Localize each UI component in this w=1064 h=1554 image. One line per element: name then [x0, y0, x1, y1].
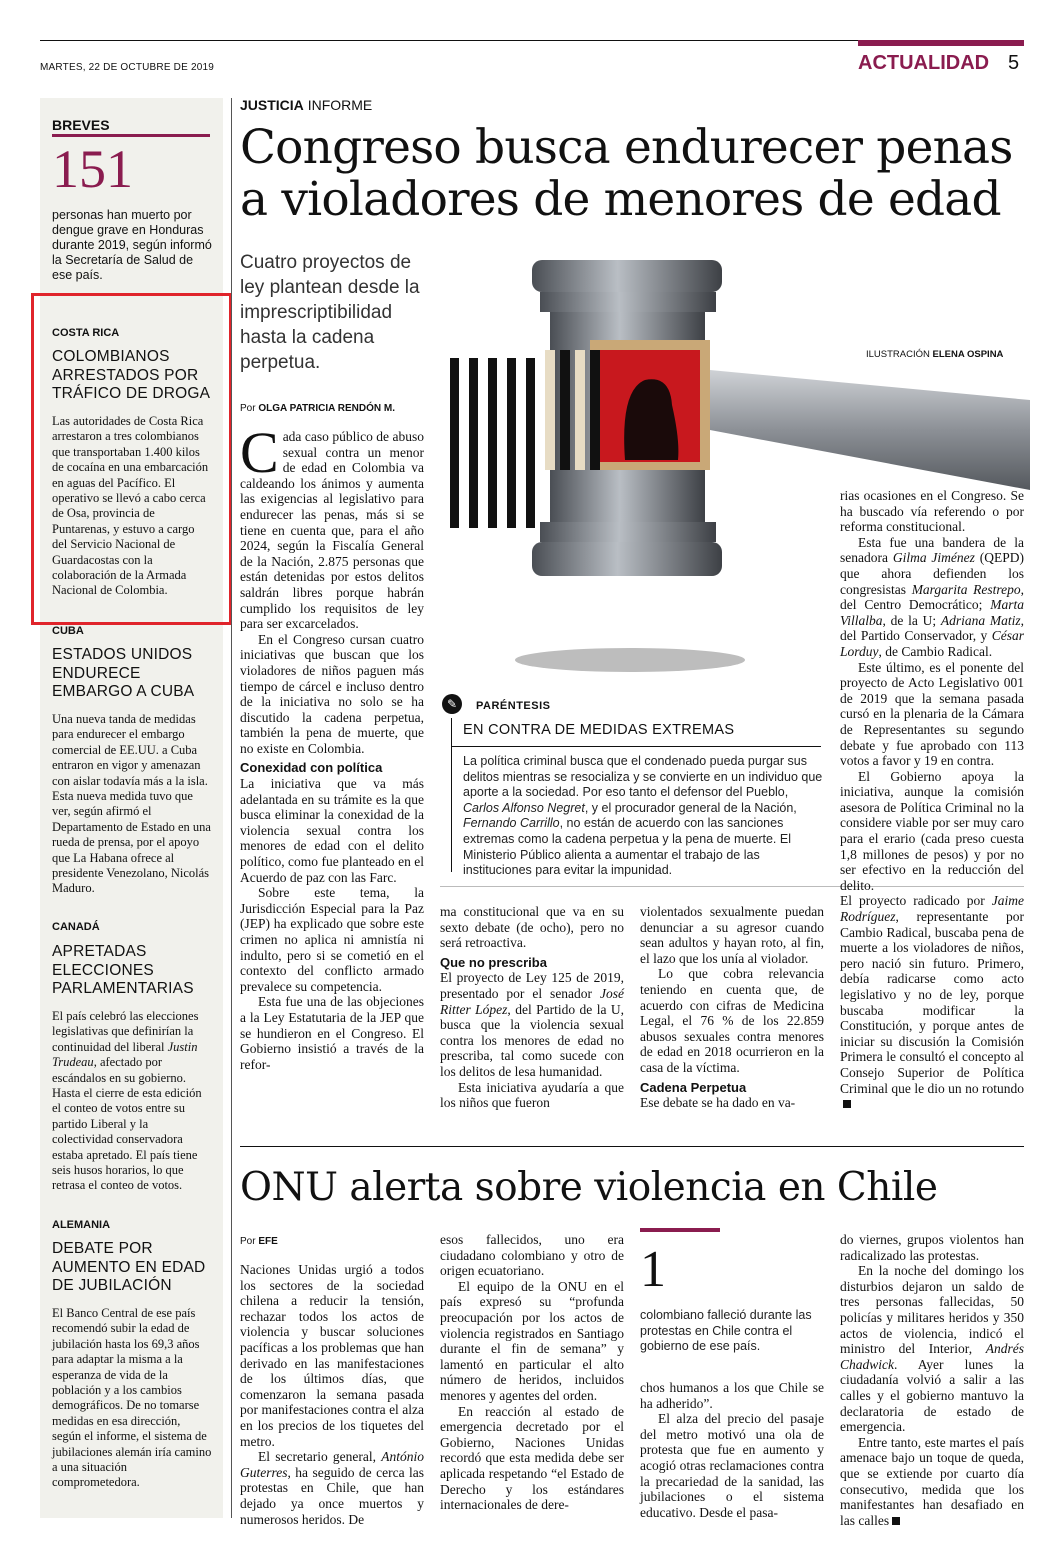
- brief-body: El Banco Central de ese país recomendó subir la edad de jubilación hasta los 69,3 años para adaptar la misma a la esperanza de vida de la población y a los cambios demográficos. De no tomarse medidas en esa dirección, según el informe, el sistema de jubilaciones alemán iría camino a una situación comprometedora.: [52, 1306, 212, 1490]
- illustration-credit: ILUSTRACIÓN ELENA OSPINA: [866, 349, 1004, 360]
- gavel-head-neck: [540, 292, 716, 312]
- brief-category: CANADÁ: [52, 921, 100, 933]
- article-column-4: rias ocasiones en el Congreso. Se ha buscado vía referendo o por reforma constitucional. Esta fue una bandera de la senadora Gilma Jiménez (QEPD) que ahora defienden los congresistas Margarita Restrepo, del Centro Democrático; Marta Villalba, de la U; Adriana Matiz, del Partido Conservador, y César Lorduy, de Cambio Radical. Este último, es el ponente del proyecto de Acto Legislativo 001 de 2019 que la semana pasada cursó en la plenaria de la Cámara de Representantes su segundo debate y fue aprobado con 113 votos a favor y 19 en contra. El Gobierno apoya la iniciativa, aunque la comisión asesora de Política Criminal no la considere viable por ser muy caro para el erario (cada preso cuesta 1,8 millones de pesos) y por no ser efectivo en la reducción del delito. El proyecto radicado por Jaime Rodríguez, representante por Cambio Radical, buscaba pena de muerte a los violadores de niños, pero nació sin futuro. Primero, debía radicarse como acto legislativo y no de ley, porque buscaba modificar la Constitución, y porque antes de iniciar su discusión la Comisión Primera le consultó el concepto al Consejo Superior de Política Criminal que le dio un no rotundo: [840, 488, 1024, 1112]
- parentesis-icon: ✎: [442, 694, 462, 714]
- fact-rule: [640, 1228, 720, 1232]
- drop-cap: C: [240, 420, 279, 485]
- parentesis-label: PARÉNTESIS: [476, 700, 551, 712]
- gavel-handle: [710, 370, 1030, 490]
- parentesis-headline: EN CONTRA DE MEDIDAS EXTREMAS: [463, 722, 735, 738]
- article2-column-3: chos humanos a los que Chile se ha adherido”. El alza del precio del pasaje del metro motivó una ola de protesta que fue en aumento y acogió otras reclamaciones contra la precariedad de la sanidad, las jubilaciones o el sistema educativo. Desde el pasa-: [640, 1380, 824, 1520]
- article-column-1: Cada caso público de abuso sexual contra un menor de edad en Colombia va caldeando los ánimos y aumenta las exigencias al legislativo para endurecer las penas, más si se tiene en cuenta que, para el año 2024, según la Fiscalía General de la Nación, 2.875 personas que están detenidas por estos delitos saldrán libres porque habrán cumplido los requisitos de ley para ser excarcelados. En el Congreso cursan cuatro iniciativas que buscan que los violadores de niños paguen más tiempo de cárcel e incluso dentro de la iniciativa no solo se ha discutido la cadena perpetua, también la pena de muerte, que no existe en Colombia. Conexidad con política La iniciativa que va más adelantada en su trámite es la que busca eliminar la conexidad de la violencia sexual contra los menores de edad con el delito político, como fue planteado en el Acuerdo de paz con las Farc. Sobre este tema, la Jurisdicción Especial para la Paz (JEP) ha explicado que sobre este crimen no aplica ni amnistía ni indulto, pero si se cometió en el contexto del conflicto armado prevalece su competencia. Esta fue una de las objeciones a la Ley Estatutaria de la JEP que se hundieron en el Congreso. El Gobierno insistió a través de la refor-: [240, 420, 424, 1072]
- sidebar-title-rule: [52, 134, 210, 137]
- sidebar-big-number-text: personas han muerto por dengue grave en Honduras durante 2019, según informó la Secretaría de Salud de ese país.: [52, 208, 212, 282]
- person-name: Justin Trudeau: [52, 1039, 198, 1070]
- gavel-shadow: [515, 648, 745, 672]
- article2-byline: Por EFE: [240, 1236, 278, 1247]
- brief-category: COSTA RICA: [52, 327, 120, 339]
- subhead: Que no prescriba: [440, 954, 547, 970]
- brief-category: CUBA: [52, 625, 84, 637]
- article2-headline: ONU alerta sobre violencia en Chile: [240, 1165, 938, 1210]
- brief-body: Las autoridades de Costa Rica arrestaron a tres colombianos que transportaban 1.400 kilos de cocaína en una embarcación en aguas del Pacífico. El operativo se llevó a cabo cerca de Osa, provincia de Puntarenas, y estuvo a cargo del Servicio Nacional de Guardacostas con la colaboración de la Armada Nacional de Colombia.: [52, 414, 209, 598]
- article-column-3: violentados sexualmente puedan denunciar a su agresor cuando sean adultos y hayan roto, al fin, el lazo que los unía al violador. Lo que cobra relevancia teniendo en cuenta que, de acuerdo con cifras de Medicina Legal, el 76 % de los 22.859 abusos sexuales contra menores de edad en 2018 ocurrieron en la casa de la víctima. Cadena Perpetua Ese debate se ha dado en va-: [640, 904, 824, 1111]
- end-mark: [843, 1100, 851, 1108]
- article-byline: Por OLGA PATRICIA RENDÓN M.: [240, 403, 396, 414]
- brief-headline: ESTADOS UNIDOS ENDURECE EMBARGO A CUBA: [52, 646, 195, 700]
- brief-body: Una nueva tanda de medidas para endurecer el embargo comercial de EE.UU. a Cuba entraron en vigor y amenazan con aislar todavía más a la isla. Esta nueva medida tuvo que ver, según afirmó el Departamento de Estado en una rueda de prensa, por el apoyo que La Habana ofrece al presidente Venezolano, Nicolás Maduro.: [52, 712, 211, 896]
- fact-number: 1: [640, 1241, 666, 1298]
- fact-text: colombiano falleció durante las protestas en Chile contra el gobierno de ese país.: [640, 1308, 812, 1354]
- article-column-2: ma constitucional que va en su sexto debate (de ocho), pero no será retroactiva. Que no prescriba El proyecto de Ley 125 de 2019, presentado por el senador José Ritter López, del Partido de la U, busca que la violencia sexual contra los menores de edad no prescriba, tal como sucede con los delitos de lesa humanidad. Esta iniciativa ayudaría a que los niños que fueron: [440, 904, 624, 1111]
- section-tag-bar: [858, 40, 1024, 46]
- sidebar-divider: [231, 98, 232, 1518]
- article-deck: Cuatro proyectos de ley plantean desde la imprescriptibilidad hasta la cadena perpetua.: [240, 252, 420, 373]
- issue-date: MARTES, 22 DE OCTUBRE DE 2019: [40, 62, 215, 73]
- article2-column-2: esos fallecidos, uno era ciudadano colombiano y otro de origen ecuatoriano. El equipo de la ONU en el país expresó su “profunda preocupación por los actos de violencia registrados en Santiago durante el fin de semana” y lamentó en particular el alto número de heridos, incluidos menores y agentes del orden. En reacción al estado de emergencia decretado por el Gobierno, Naciones Unidas recordó que esta medida debe ser aplicada respetando “el Estado de Derecho y los estándares internacionales de dere-: [440, 1232, 624, 1513]
- parentesis-rule-v: [451, 718, 452, 872]
- parentesis-text: La política criminal busca que el condenado pueda purgar sus delitos mientras se resocializa y se convierte en un individuo que aporte a la sociedad. Por eso tanto el defensor del Pueblo, Carlos Alfonso Negret, y el procurador general de la Nación, Fernando Carrillo, no están de acuerdo con las sanciones extremas como la cadena perpetua y la pena de muerte. El Ministerio Público alienta a aumentar el trabajo de las instituciones para evitar la impunidad.: [463, 754, 823, 878]
- gavel-head-top-ring: [532, 260, 722, 292]
- sidebar-big-number: 151: [52, 139, 133, 199]
- article-kicker: JUSTICIA INFORME: [240, 97, 373, 113]
- gavel-head-bottom-ring: [532, 542, 722, 576]
- subhead: Cadena Perpetua: [640, 1079, 747, 1095]
- page-number: 5: [1008, 52, 1020, 74]
- parentesis-rule-h: [451, 746, 821, 747]
- article-separator: [240, 1146, 1024, 1147]
- sidebar-title: BREVES: [52, 117, 110, 133]
- article2-column-1: Naciones Unidas urgió a todos los sectores de la sociedad chilena a reducir la tensión, rechazar todos los actos de violencia y buscar soluciones pacíficas a los problemas que han derivado en las manifestaciones de los últimos días, que comenzaron la semana pasada por manifestaciones contra el alza en los precios de los tiquetes del metro. El secretario general, António Guterres, ha seguido de cerca las protestas en Chile, que han dejado ya once muertos y numerosos heridos. De: [240, 1262, 424, 1527]
- brief-category: ALEMANIA: [52, 1219, 111, 1231]
- brief-body: El país celebró las elecciones legislativas que definirían la continuidad del liberal Justin Trudeau, afectado por escándalos en su gobierno. Hasta el cierre de esta edición el conteo de votos entre su partido Liberal y la colectividad conservadora estaba apretado. El país tiene seis husos horarios, lo que retrasa el conteo de votos.: [52, 1009, 202, 1193]
- section-name: ACTUALIDAD: [858, 52, 990, 74]
- gavel-head-neck-bottom: [540, 522, 716, 542]
- highlight-box: [31, 293, 232, 625]
- subhead: Conexidad con política: [240, 760, 383, 776]
- article2-column-4: do viernes, grupos violentos han radicalizado las protestas. En la noche del domingo los disturbios dejaron un saldo de tres personas fallecidas, 50 policías y militares heridos y 350 actos de violencia, indicó el ministro del Interior, Andrés Chadwick. Ayer lunes la ciudadanía volvió a salir a las calles y el gobierno mantuvo la declaratoria de estado de emergencia. Entre tanto, este martes el país amenace bajo un toque de queda, que se extiende por cuarto día consecutivo, medida que los manifestantes han desafiado en las calles: [840, 1232, 1024, 1528]
- end-mark: [892, 1517, 900, 1525]
- brief-headline: APRETADAS ELECCIONES PARLAMENTARIAS: [52, 943, 194, 997]
- article-headline: Congreso busca endurecer penas a violadores de menores de edad: [240, 120, 1013, 227]
- brief-headline: DEBATE POR AUMENTO EN EDAD DE JUBILACIÓN: [52, 1240, 206, 1294]
- brief-headline: COLOMBIANOS ARRESTADOS POR TRÁFICO DE DROGA: [52, 348, 211, 402]
